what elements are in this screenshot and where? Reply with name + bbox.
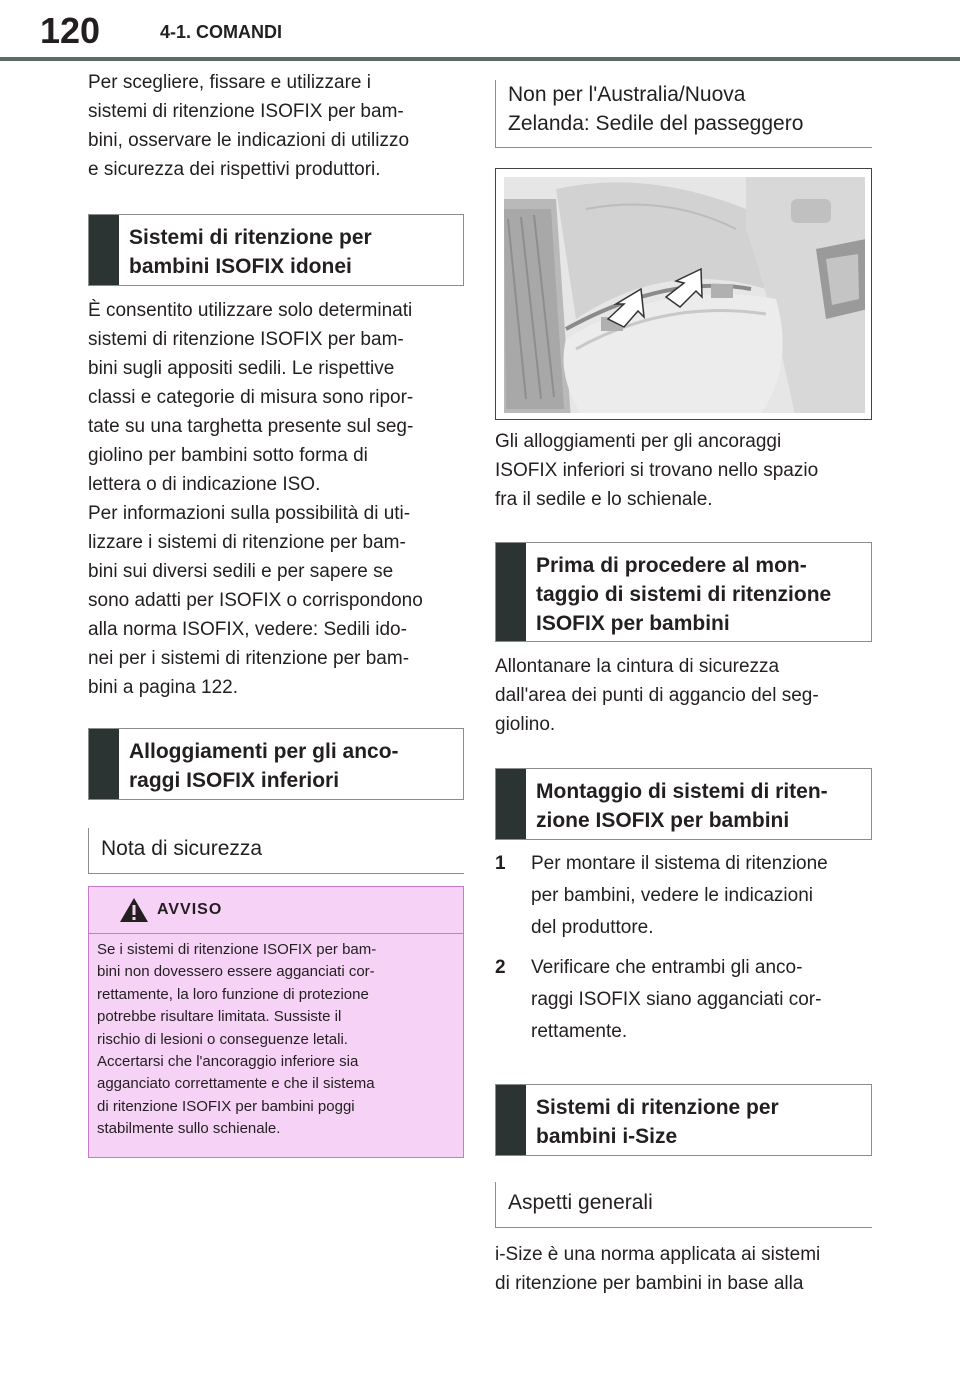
subhead-safety-note: Nota di sicurezza (88, 828, 464, 874)
heading-bar (496, 1085, 526, 1155)
step-number: 2 (495, 957, 506, 978)
warning-triangle-icon (119, 897, 149, 923)
heading-mounting: Montaggio di sistemi di riten- zione ISOFIX per bambini (495, 768, 872, 840)
warning-divider (89, 933, 463, 934)
subhead-passenger-seat: Non per l'Australia/Nuova Zelanda: Sedile del passeggero (495, 80, 872, 148)
step-number: 1 (495, 853, 506, 874)
isofix-seat-photo (495, 168, 872, 420)
heading-bar (89, 729, 119, 799)
warning-box (88, 886, 464, 1158)
subhead-general: Aspetti generali (495, 1182, 872, 1228)
heading-bar (496, 543, 526, 641)
photo-caption: Gli alloggiamenti per gli ancoraggi ISOFIX inferiori si trovano nello spazio fra il sedile e lo schienale. (495, 431, 819, 510)
heading-before-mounting: Prima di procedere al mon- taggio di sistemi di ritenzione ISOFIX per bambini (495, 542, 872, 642)
header-rule (0, 57, 960, 61)
heading-suitable-systems: Sistemi di ritenzione per bambini ISOFIX idonei (88, 214, 464, 286)
belt-paragraph: Allontanare la cintura di sicurezza dall'area dei punti di aggancio del seg- giolino. (495, 656, 819, 735)
allowed-paragraph: È consentito utilizzare solo determinati sistemi di ritenzione ISOFIX per bam- bini sugli appositi sedili. Le rispettive classi e categorie di misura sono ripor- tate su una targhetta presente sul seg- giolino per bambini sotto forma di lettera o di indicazione ISO. (88, 300, 414, 495)
info-paragraph: Per informazioni sulla possibilità di uti- lizzare i sistemi di ritenzione per bam- bini sui diversi sedili e per sapere se sono adatti per ISOFIX o corrispondono alla norma ISOFIX, vedere: Sedili ido- nei per i sistemi di ritenzione per bam- bini a pagina 122. (88, 503, 423, 698)
heading-bar (89, 215, 119, 285)
heading-lower-anchors: Alloggiamenti per gli anco- raggi ISOFIX inferiori (88, 728, 464, 800)
warning-text: Se i sistemi di ritenzione ISOFIX per bam- bini non dovessero essere agganciati cor- rettamente, la loro funzione di protezione potrebbe risultare limitata. Sussiste il rischio di lesioni o conseguenze letali. Accertarsi che l'ancoraggio inferiore sia agganciato correttamente e che il sistema di ritenzione ISOFIX per bambini poggi stabilmente sullo schienale. (97, 941, 377, 1138)
section-title: 4-1. COMANDI (160, 22, 283, 42)
page-number: 120 (40, 10, 101, 51)
step-item: 1 Per montare il sistema di ritenzione per bambini, vedere le indicazioni del produttore. (495, 848, 872, 948)
heading-bar (496, 769, 526, 839)
heading-isize: Sistemi di ritenzione per bambini i-Size (495, 1084, 872, 1156)
seat-illustration (496, 169, 872, 420)
page-header (0, 0, 960, 60)
step-item: 2 Verificare che entrambi gli anco- raggi ISOFIX siano agganciati cor- rettamente. (495, 952, 872, 1052)
warning-label: AVVISO (157, 901, 223, 918)
isize-paragraph: i-Size è una norma applicata ai sistemi di ritenzione per bambini in base alla (495, 1244, 821, 1294)
intro-paragraph: Per scegliere, fissare e utilizzare i sistemi di ritenzione ISOFIX per bam- bini, osservare le indicazioni di utilizzo e sicurezza dei rispettivi produttori. (88, 72, 410, 180)
